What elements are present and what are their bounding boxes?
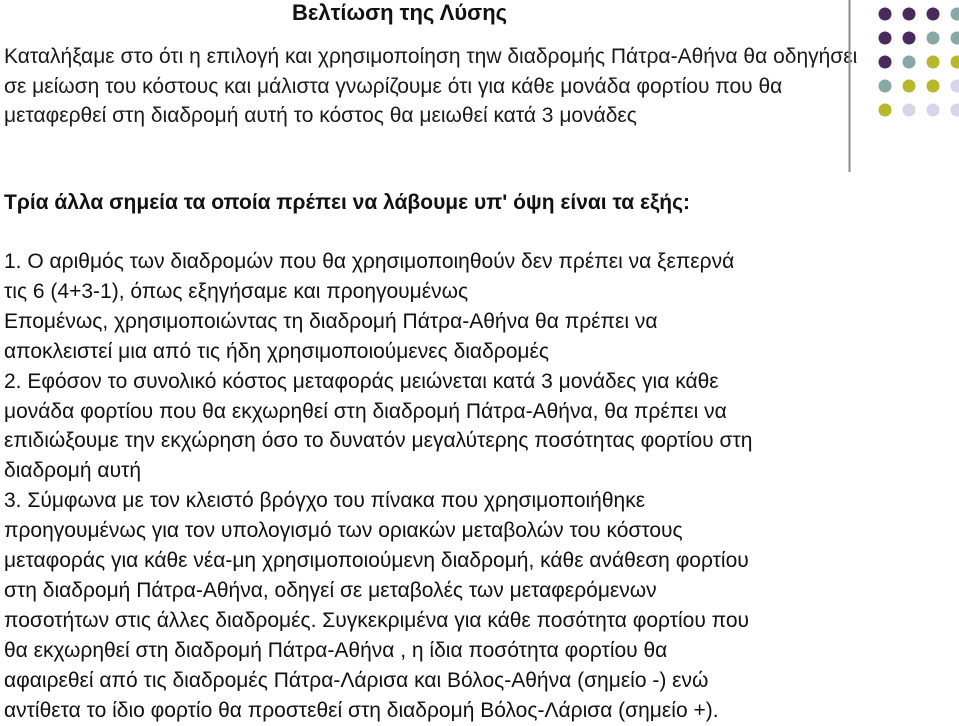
intro-paragraph [4,42,884,131]
points-subheading: Τρία άλλα σημεία τα οποία πρέπει να λάβουμε υπ' όψη είναι τα εξής: [4,188,690,217]
point-line: στη διαδρομή Πάτρα-Αθήνα, οδηγεί σε μεταβολές των μεταφερόμενων [4,576,904,606]
point-line: αποκλειστεί μια από τις ήδη χρησιμοποιούμενες διαδρομές [4,337,904,367]
point-line: αντίθετα το ίδιο φορτίο θα προστεθεί στη διαδρομή Βόλος-Λάρισα (σημείο +). [4,696,904,726]
point-line: αφαιρεθεί από τις διαδρομές Πάτρα-Λάρισα και Βόλος-Αθήνα (σημείο -) ενώ [4,666,904,696]
decoration-dot [903,80,916,93]
decoration-dot [903,56,916,69]
dot-grid-decoration [847,0,959,175]
decoration-dot [903,104,916,117]
points-list [4,247,904,726]
decoration-dot [951,8,959,21]
intro-line: θα οδηγήσει σε μείωση του κόστους και μάλιστα γνωρίζουμε ότι για κάθε μονάδα [4,45,857,98]
decoration-dot [879,32,892,45]
decoration-dot [903,32,916,45]
intro-line: φορτίου που θα μεταφερθεί στη διαδρομή αυτή το κόστος θα μειωθεί κατά 3 [4,75,782,128]
decoration-dot [951,80,959,93]
point-line: Επομένως, χρησιμοποιώντας τη διαδρομή Πάτρα-Αθήνα θα πρέπει να [4,307,904,337]
decoration-dot [951,32,959,45]
decoration-dot [951,104,959,117]
point-line: 3. Σύμφωνα με τον κλειστό βρόγχο του πίνακα που χρησιμοποιήθηκε [4,486,904,516]
point-line: μονάδα φορτίου που θα εκχωρηθεί στη διαδρομή Πάτρα-Αθήνα, θα πρέπει να [4,397,904,427]
slide-title: Βελτίωση της Λύσης [292,0,507,28]
intro-line: μονάδες [559,104,637,127]
point-line: τις 6 (4+3-1), όπως εξηγήσαμε και προηγουμένως [4,277,904,307]
decoration-dot [903,8,916,21]
decoration-dot [879,80,892,93]
decoration-dot [951,56,959,69]
decoration-dot [879,56,892,69]
point-line: θα εκχωρηθεί στη διαδρομή Πάτρα-Αθήνα , η ίδια ποσότητα φορτίου θα [4,636,904,666]
point-line: 1. Ο αριθμός των διαδρομών που θα χρησιμοποιηθούν δεν πρέπει να ξεπερνά [4,247,904,277]
intro-line: Καταλήξαμε στο ότι η επιλογή και χρησιμοποίηση τηw διαδρομής Πάτρα-Αθήνα [4,45,738,68]
decoration-dot [927,32,940,45]
decoration-dot [927,104,940,117]
point-line: επιδιώξουμε την εκχώρηση όσο το δυνατόν μεγαλύτερης ποσότητας φορτίου στη [4,426,904,456]
decoration-dot [879,104,892,117]
point-line: προηγουμένως για τον υπολογισμό των οριακών μεταβολών του κόστους [4,516,904,546]
decoration-dot [927,56,940,69]
decoration-dot [879,8,892,21]
point-line: μεταφοράς για κάθε νέα-μη χρησιμοποιούμενη διαδρομή, κάθε ανάθεση φορτίου [4,546,904,576]
point-line: ποσοτήτων στις άλλες διαδρομές. Συγκεκριμένα για κάθε ποσότητα φορτίου που [4,606,904,636]
point-line: διαδρομή αυτή [4,456,904,486]
decoration-dot [927,80,940,93]
point-line: 2. Εφόσον το συνολικό κόστος μεταφοράς μειώνεται κατά 3 μονάδες για κάθε [4,367,904,397]
decoration-dot [927,8,940,21]
